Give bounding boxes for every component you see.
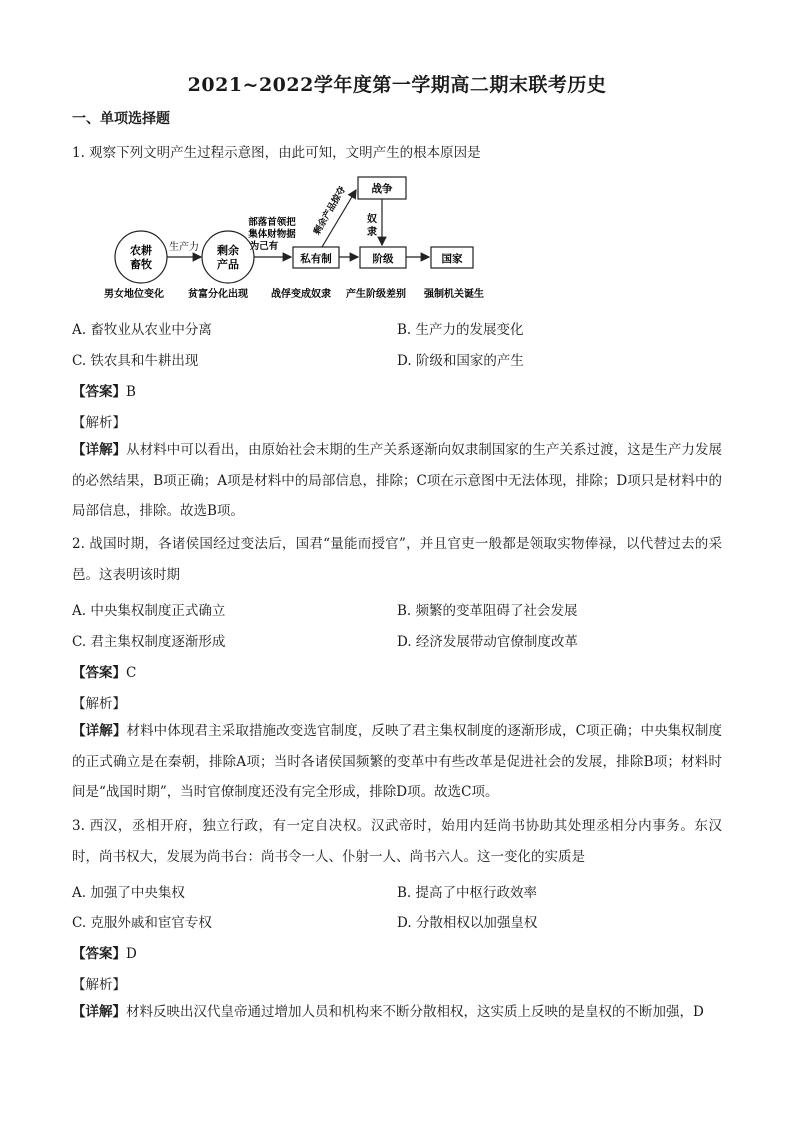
detail-tag: 【详解】 bbox=[72, 1004, 126, 1020]
detail-tag: 【详解】 bbox=[72, 442, 127, 458]
q1-option-c: C. 铁农具和牛耕出现 bbox=[72, 353, 199, 369]
arrow2-line1: 部落首领把 bbox=[248, 217, 296, 228]
detail-text: 材料反映出汉代皇帝通过增加人员和机构来不断分散相权，这实质上反映的是皇权的不断加强，D bbox=[126, 1004, 704, 1020]
q3-detail bbox=[72, 997, 722, 1028]
arrow1-label: 生产力 bbox=[169, 242, 199, 253]
arrow2-line3: 为己有 bbox=[249, 241, 279, 252]
circle2-line2: 产品 bbox=[217, 258, 239, 271]
q3-option-c: C. 克服外戚和宦官专权 bbox=[72, 915, 212, 931]
detail-text: 从材料中可以看出，由原始社会末期的生产关系逐渐向奴隶制国家的生产关系过渡，这是生产力发展的必然结果，B项正确；A项是材料中的局部信息，排除；C项在示意图中无法体现，排除；D项只是材料中的局部信息，排除。故选B项。 bbox=[72, 442, 723, 519]
box-private-label: 私有制 bbox=[300, 253, 332, 265]
q2-option-b: B. 频繁的变革阻碍了社会发展 bbox=[397, 603, 578, 619]
q2-option-c: C. 君主集权制度逐渐形成 bbox=[72, 634, 226, 650]
arrow2-line2: 集体财物据 bbox=[248, 229, 296, 240]
answer-tag: 【答案】 bbox=[72, 665, 126, 681]
circle2-line1: 剩余 bbox=[217, 244, 239, 257]
q1-option-b: B. 生产力的发展变化 bbox=[397, 322, 524, 338]
answer-value: D bbox=[126, 946, 137, 962]
box-class-label: 阶级 bbox=[372, 253, 394, 265]
q1-stem: 1. 观察下列文明产生过程示意图，由此可知，文明产生的根本原因是 bbox=[72, 145, 481, 161]
box-state-label: 国家 bbox=[441, 253, 463, 265]
section-heading: 一、单项选择题 bbox=[72, 111, 170, 127]
answer-tag: 【答案】 bbox=[72, 384, 126, 400]
circle-agriculture bbox=[115, 231, 167, 283]
bottom-label-2: 贫富分化出现 bbox=[188, 289, 248, 300]
q2-option-a: A. 中央集权制度正式确立 bbox=[72, 603, 226, 619]
answer-value: B bbox=[126, 384, 136, 400]
q3-analysis: 【解析】 bbox=[72, 977, 126, 993]
q2-analysis: 【解析】 bbox=[72, 696, 126, 712]
q2-detail bbox=[72, 716, 722, 808]
q1-detail bbox=[72, 435, 722, 527]
q1-option-a: A. 畜牧业从农业中分离 bbox=[72, 322, 212, 338]
war-down-2: 隶 bbox=[367, 227, 377, 238]
q1-analysis: 【解析】 bbox=[72, 415, 126, 431]
bottom-label-5: 强制机关诞生 bbox=[424, 289, 484, 300]
answer-tag: 【答案】 bbox=[72, 946, 126, 962]
q1-answer bbox=[72, 380, 136, 400]
bottom-label-1: 男女地位变化 bbox=[104, 289, 164, 300]
diag-label: 剩余产品掠夺 bbox=[312, 185, 349, 237]
answer-value: C bbox=[126, 665, 137, 681]
circle-surplus bbox=[202, 231, 254, 283]
war-down-1: 奴 bbox=[367, 214, 377, 225]
bottom-label-4: 产生阶级差别 bbox=[346, 289, 406, 300]
q2-option-d: D. 经济发展带动官僚制度改革 bbox=[397, 634, 578, 650]
box-war-label: 战争 bbox=[371, 183, 393, 195]
q2-stem: 2. 战国时期，各诸侯国经过变法后，国君“量能而授官”，并且官吏一般都是领取实物俸禄，以代替过去的采邑。这表明该时期 bbox=[72, 536, 722, 583]
q1-option-d: D. 阶级和国家的产生 bbox=[397, 353, 524, 369]
page-title: 2021~2022学年度第一学期高二期末联考历史 bbox=[187, 74, 607, 96]
q3-answer bbox=[72, 942, 137, 962]
q3-option-a: A. 加强了中央集权 bbox=[72, 885, 185, 901]
bottom-label-3: 战俘变成奴隶 bbox=[271, 289, 331, 300]
circle1-line1: 农耕 bbox=[130, 244, 152, 257]
q2-answer bbox=[72, 661, 136, 681]
q3-option-d: D. 分散相权以加强皇权 bbox=[397, 915, 538, 931]
circle1-line2: 畜牧 bbox=[130, 258, 152, 271]
civilization-diagram bbox=[104, 172, 504, 302]
detail-text: 材料中体现君主采取措施改变选官制度，反映了君主集权制度的逐渐形成，C项正确；中央集权制度的正式确立是在秦朝，排除A项；当时各诸侯国频繁的变革中有些改革是促进社会的发展，排除B项；材料时间是“战国时期”，当时官僚制度还没有完全形成，排除D项。故选C项。 bbox=[72, 723, 723, 800]
q3-option-b: B. 提高了中枢行政效率 bbox=[397, 885, 538, 901]
q3-stem: 3. 西汉，丞相开府，独立行政，有一定自决权。汉武帝时，始用内廷尚书协助其处理丞相分内事务。东汉时，尚书权大，发展为尚书台：尚书令一人、仆射一人、尚书六人。这一变化的实质是 bbox=[72, 818, 722, 865]
detail-tag: 【详解】 bbox=[72, 723, 127, 739]
